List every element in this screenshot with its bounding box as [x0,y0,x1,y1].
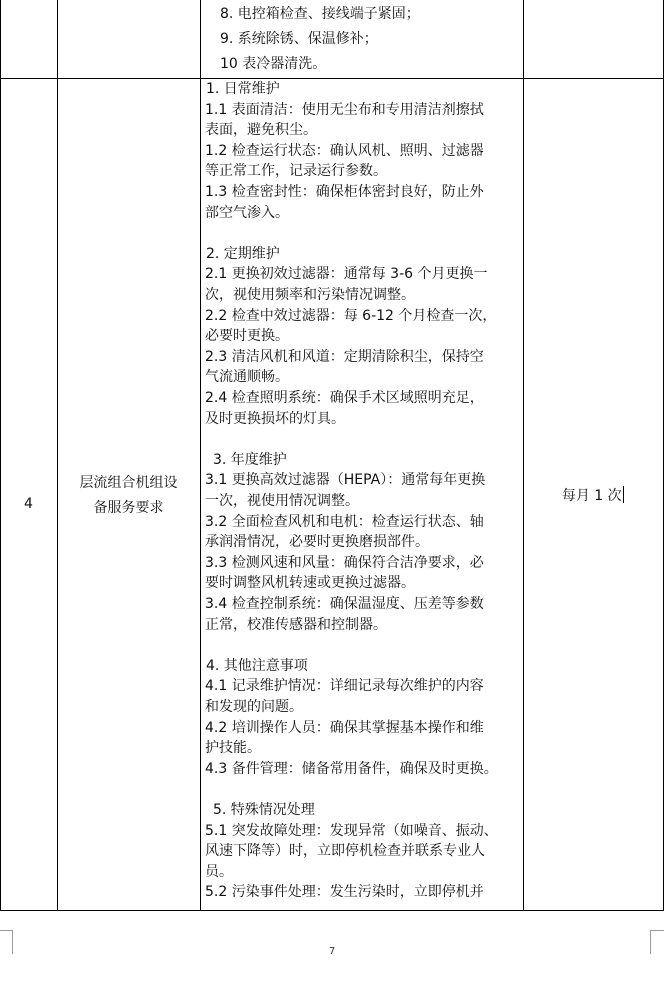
service-item-cell [57,471,200,521]
frequency-text: 每月 1 次 [561,488,622,504]
frequency-cell[interactable] [523,485,663,505]
content-line: 必要时更换。 [205,328,289,345]
content-line: 2.2 检查中效过滤器：每 6-12 个月检查一次， [205,307,497,324]
column-divider-3 [523,0,524,911]
content-line: 部空气渗入。 [205,204,289,221]
table-bottom-border [0,910,664,911]
content-line: 一次，视使用情况调整。 [205,493,359,509]
content-line: 2. 定期维护 [206,245,280,262]
content-line: 等正常工作，记录运行参数。 [205,163,387,180]
content-line: 员。 [205,863,233,880]
row-number: 4 [24,496,33,512]
content-line: 1.1 表面清洁：使用无尘布和专用清洁剂擦拭 [205,101,484,118]
content-line: 2.4 检查照明系统：确保手术区域照明充足， [205,390,484,406]
content-line: 表面，避免积尘。 [205,122,317,139]
prev-row-line: 9. 系统除锈、保温修补； [220,31,378,47]
content-line: 次，视使用频率和污染情况调整。 [205,287,415,303]
content-line: 2.1 更换初效过滤器：通常每 3-6 个月更换一 [205,266,488,283]
content-line: 正常，校准传感器和控制器。 [205,616,387,633]
service-item-line: 备服务要求 [93,500,164,516]
content-line: 3. 年度维护 [213,451,287,468]
content-line: 3.1 更换高效过滤器（HEPA）：通常每年更换 [205,472,486,489]
page-number: 7 [328,946,336,957]
content-line: 4.2 培训操作人员：确保其掌握基本操作和维 [205,719,484,736]
column-divider-2 [200,0,201,911]
content-line: 风速下降等）时，立即停机检查并联系专业人 [205,843,485,860]
service-item-line: 层流组合机组设 [79,475,178,491]
content-line: 承润滑情况，必要时更换磨损部件。 [205,534,429,551]
content-line: 3.2 全面检查风机和电机：检查运行状态、轴 [205,513,484,530]
crop-mark-right [651,930,664,931]
column-divider-1 [57,0,58,911]
content-line: 4. 其他注意事项 [206,657,308,674]
content-line: 1.2 检查运行状态：确认风机、照明、过滤器 [205,142,484,159]
content-line: 及时更换损坏的灯具。 [205,410,345,427]
content-line: 5.1 突发故障处理：发现异常（如噪音、振动、 [205,822,498,839]
table-left-border [0,0,1,911]
content-line: 5. 特殊情况处理 [213,802,315,818]
content-line: 3.4 检查控制系统：确保温湿度、压差等参数 [205,596,484,612]
content-line: 护技能。 [205,740,261,757]
text-cursor [623,486,625,503]
content-line: 1.3 检查密封性：确保柜体密封良好，防止外 [205,184,484,200]
content-line: 2.3 清洁风机和风道：定期清除积尘，保持空 [205,348,484,365]
content-line: 气流通顺畅。 [205,369,289,386]
content-line: 1. 日常维护 [206,81,280,97]
crop-mark-right [650,930,651,954]
content-line: 3.3 检测风速和风量：确保符合洁净要求，必 [205,554,484,571]
content-line: 要时调整风机转速或更换过滤器。 [205,575,415,592]
row-divider [0,78,664,79]
content-line: 5.2 污染事件处理：发生污染时，立即停机并 [205,884,484,901]
prev-row-line: 10 表冷器清洗。 [220,56,327,72]
content-line: 4.3 备件管理：储备常用备件，确保及时更换。 [205,760,498,777]
prev-row-line: 8. 电控箱检查、接线端子紧固； [220,6,420,22]
content-line: 4.1 记录维护情况：详细记录每次维护的内容 [205,678,484,695]
crop-mark-left [0,930,13,931]
crop-mark-left [12,930,13,954]
content-line: 和发现的问题。 [205,699,303,715]
